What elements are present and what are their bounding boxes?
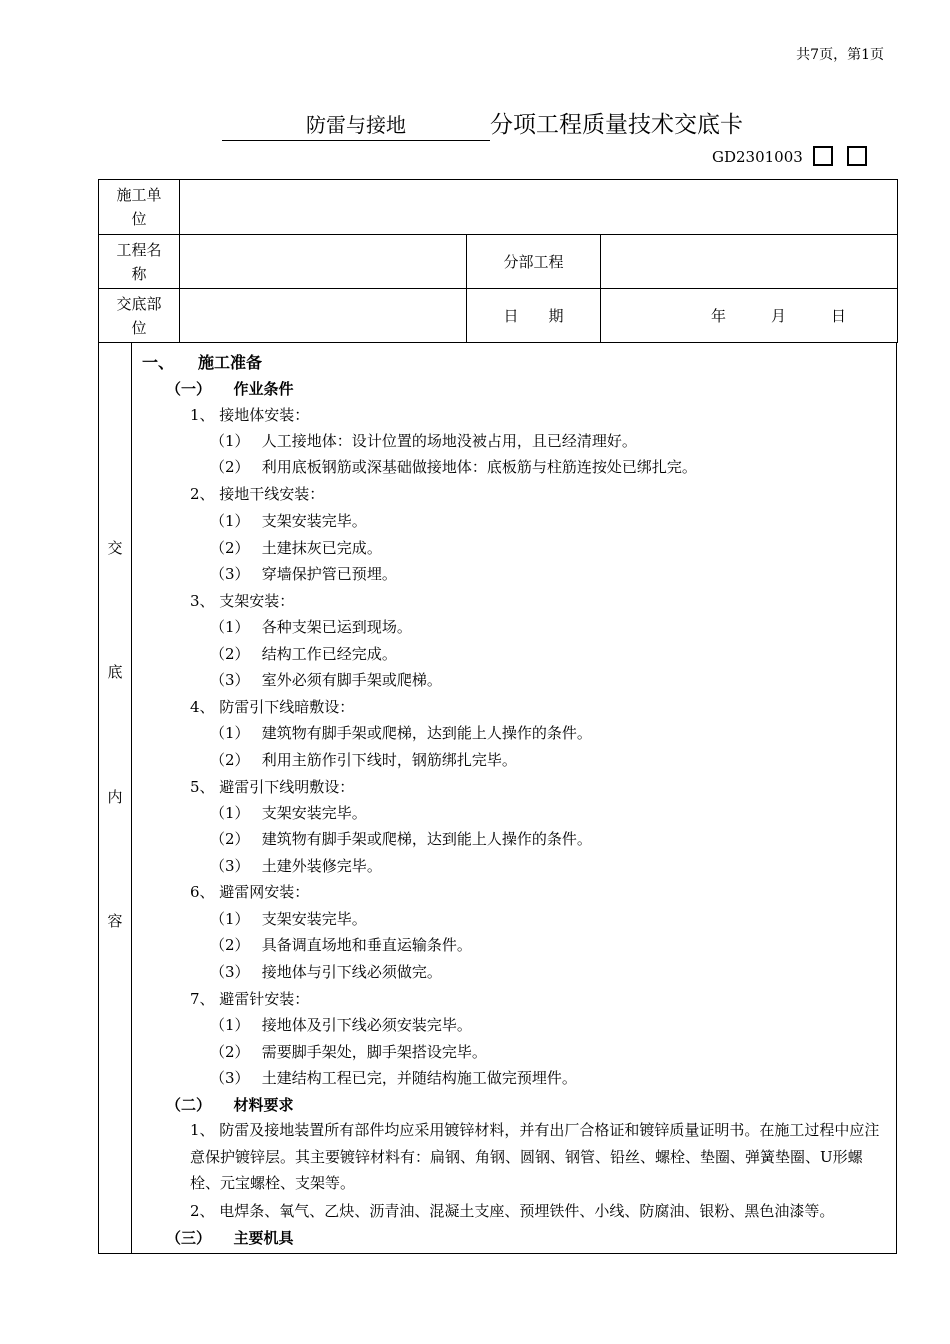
title-subject: 防雷与接地 xyxy=(222,109,490,141)
side-label-4: 容 xyxy=(107,912,123,930)
subsection-heading: （一） 作业条件 xyxy=(166,380,294,398)
page-title xyxy=(222,106,743,141)
checkbox-2[interactable] xyxy=(847,146,867,166)
unit-label: 施工单位 xyxy=(116,186,162,228)
list-item: （2） 需要脚手架处，脚手架搭设完毕。 xyxy=(210,1043,487,1061)
division-label: 分部工程 xyxy=(467,235,601,289)
materials-paragraph-1 xyxy=(190,1117,890,1197)
list-item: （1） 人工接地体：设计位置的场地没被占用，且已经清理好。 xyxy=(210,432,637,450)
project-value-cell[interactable] xyxy=(180,235,467,289)
list-item: （2） 利用主筋作引下线时，钢筋绑扎完毕。 xyxy=(210,751,517,769)
list-item: （1） 建筑物有脚手架或爬梯，达到能上人操作的条件。 xyxy=(210,724,592,742)
list-item: （2） 结构工作已经完成。 xyxy=(210,645,397,663)
location-value-cell[interactable] xyxy=(180,289,467,343)
materials-paragraph-2: 2、 电焊条、氧气、乙炔、沥青油、混凝土支座、预埋铁件、小线、防腐油、银粉、黑色油漆等。 xyxy=(190,1202,835,1220)
location-label-cell xyxy=(99,289,180,343)
list-item: （1） 支架安装完毕。 xyxy=(210,804,367,822)
title-suffix: 分项工程质量技术交底卡 xyxy=(490,112,743,138)
unit-value-cell[interactable] xyxy=(180,180,898,235)
checkbox-1[interactable] xyxy=(813,146,833,166)
date-value[interactable]: 年 月 日 xyxy=(601,289,898,343)
list-item: （2） 利用底板钢筋或深基础做接地体：底板筋与柱筋连按处已绑扎完。 xyxy=(210,458,697,476)
list-item: （1） 各种支架已运到现场。 xyxy=(210,618,412,636)
list-item: 7、 避雷针安装： xyxy=(190,990,310,1008)
list-item: （3） 室外必须有脚手架或爬梯。 xyxy=(210,671,442,689)
list-item: 2、 接地干线安装： xyxy=(190,485,325,503)
list-item: （1） 支架安装完毕。 xyxy=(210,910,367,928)
list-item: 4、 防雷引下线暗敷设： xyxy=(190,698,355,716)
subsection-heading: （三） 主要机具 xyxy=(166,1229,294,1247)
project-label: 工程名称 xyxy=(116,240,162,283)
list-item: （3） 穿墙保护管已预埋。 xyxy=(210,565,397,583)
subsection-heading: （二） 材料要求 xyxy=(166,1096,294,1114)
unit-label-cell xyxy=(99,180,180,235)
side-label-3: 内 xyxy=(107,788,123,806)
list-item: （2） 建筑物有脚手架或爬梯，达到能上人操作的条件。 xyxy=(210,830,592,848)
list-item: （1） 接地体及引下线必须安装完毕。 xyxy=(210,1016,472,1034)
list-item: 5、 避雷引下线明敷设： xyxy=(190,778,355,796)
list-item: （3） 接地体与引下线必须做完。 xyxy=(210,963,442,981)
side-label-1: 交 xyxy=(107,539,123,557)
list-item: （2） 具备调直场地和垂直运输条件。 xyxy=(210,936,472,954)
list-item: （3） 土建外装修完毕。 xyxy=(210,857,382,875)
header-table xyxy=(98,179,898,343)
date-label: 日 期 xyxy=(467,289,601,343)
division-value-cell[interactable] xyxy=(601,235,898,289)
list-item: 6、 避雷网安装： xyxy=(190,883,310,901)
side-label-2: 底 xyxy=(107,663,123,681)
project-label-cell xyxy=(99,235,180,289)
document-code: GD2301003 xyxy=(712,148,803,166)
page-number: 共7页，第1页 xyxy=(796,47,884,63)
list-item: （2） 土建抹灰已完成。 xyxy=(210,539,382,557)
list-item: 3、 支架安装： xyxy=(190,592,295,610)
list-item: （1） 支架安装完毕。 xyxy=(210,512,367,530)
section-heading: 一、 施工准备 xyxy=(142,353,263,372)
list-item: 1、 接地体安装： xyxy=(190,406,310,424)
materials-text-1: 1、 防雷及接地装置所有部件均应采用镀锌材料，并有出厂合格证和镀锌质量证明书。在施工过程中应注意保护镀锌层。其主要镀锌材料有：扁钢、角钢、圆钢、钢管、铅丝、螺栓、垫圈、弹簧垫圈、U形螺栓、元宝螺栓、支架等。 xyxy=(190,1121,880,1192)
list-item: （3） 土建结构工程已完，并随结构施工做完预埋件。 xyxy=(210,1069,577,1087)
location-label: 交底部位 xyxy=(116,294,162,337)
